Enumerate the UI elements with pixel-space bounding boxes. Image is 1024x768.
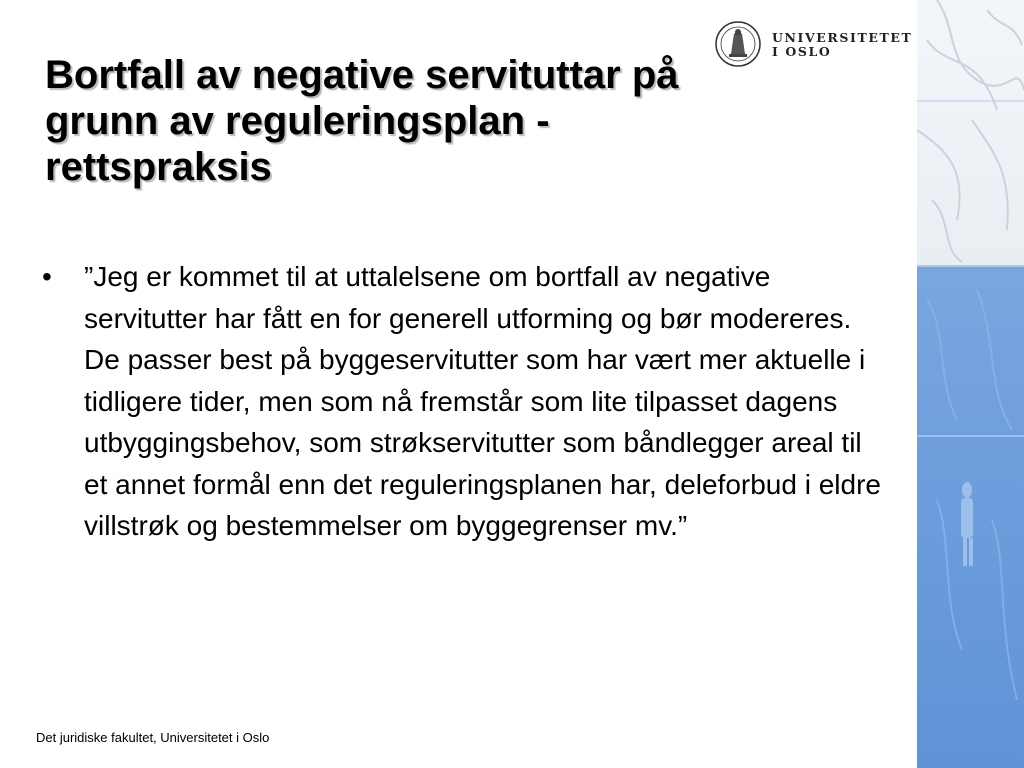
slide-title: Bortfall av negative servituttar på grunn av reguleringsplan - rettspraksis [45,53,679,189]
bullet-icon: • [42,261,52,292]
bullet-item [42,256,892,547]
bullet-text: ”Jeg er kommet til at uttalelsene om bortfall av negative servitutter har fått en for generell utforming og bør modereres. De passer best på byggeservitutter som har vært mer aktuelle i tidligere tider, men som nå fremstår som lite tilpasset dagens utbyggingsbehov, som strøkservitutter som båndlegger areal til et annet formål enn det reguleringsplanen har, deleforbud i eldre villstrøk og bestemmelser om byggegrenser mv.” [84,261,881,541]
decorative-side-strip [917,0,1024,768]
logo-wordmark [772,31,912,59]
logo-line-2: I OSLO [772,44,832,59]
strip-sculpture-illustration [917,0,1024,768]
slide-body [42,256,892,547]
slide-footer: Det juridiske fakultet, Universitetet i Oslo [36,730,270,745]
logo-line-1: UNIVERSITETET [772,30,913,45]
